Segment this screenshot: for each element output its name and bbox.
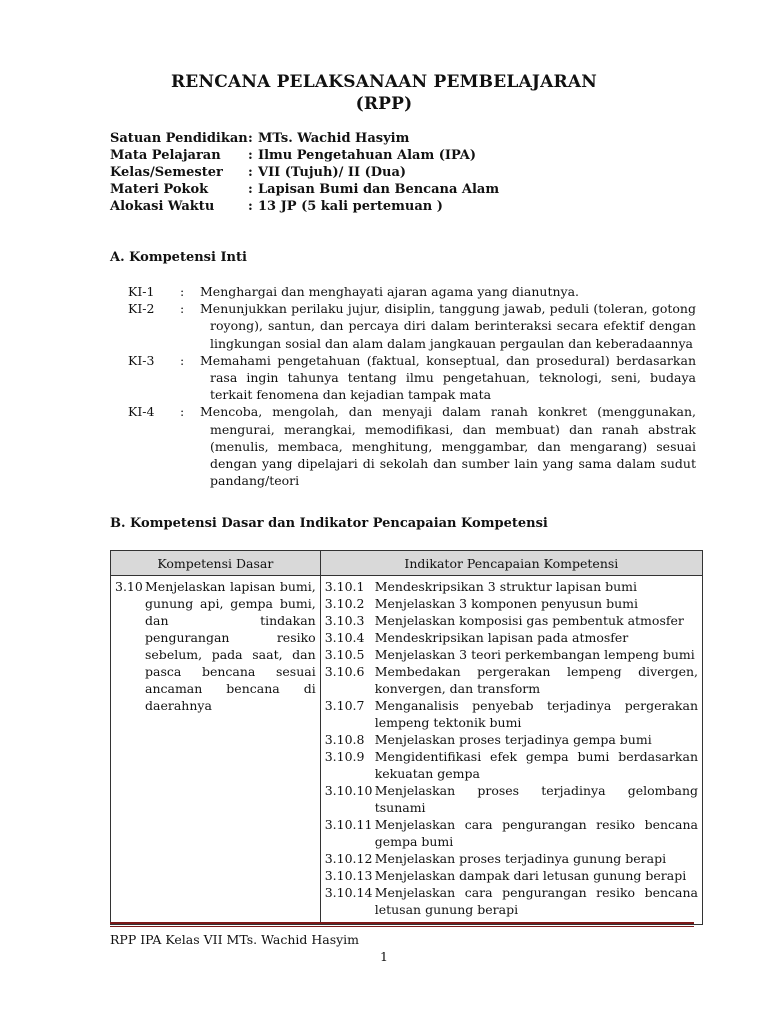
kompetensi-dasar-cell — [111, 576, 321, 925]
meta-value: Ilmu Pengetahuan Alam (IPA) — [258, 148, 477, 163]
indicator-text: Menjelaskan proses terjadinya gelombang tsunami — [374, 783, 698, 815]
indicator-number: 3.10.4 — [324, 630, 365, 645]
indicator-item — [325, 663, 698, 697]
ki-text: : Memahami pengetahuan (faktual, konseptual, dan prosedural) berdasarkan rasa ingin tahunya tentang ilmu pengetahuan, teknologi, seni, budaya terkait fenomena dan kejadian tampak mata — [200, 352, 696, 404]
indicator-text: Menjelaskan 3 komponen penyusun bumi — [374, 596, 638, 611]
header-indikator: Indikator Pencapaian Kompetensi — [320, 551, 702, 576]
indicator-item — [325, 629, 698, 646]
kd-text: Menjelaskan lapisan bumi, gunung api, gempa bumi, dan tindakan pengurangan resiko sebelum, pada saat, dan pasca bencana sesuai ancaman bencana di daerahnya — [145, 579, 316, 713]
indicator-number: 3.10.11 — [324, 817, 373, 832]
indicator-text: Menjelaskan dampak dari letusan gunung berapi — [374, 868, 687, 883]
footer-rule — [110, 922, 694, 924]
meta-value: MTs. Wachid Hasyim — [258, 131, 410, 146]
indicator-number: 3.10.14 — [324, 885, 373, 900]
header-kompetensi-dasar: Kompetensi Dasar — [111, 551, 321, 576]
indicator-number: 3.10.13 — [324, 868, 373, 883]
meta-value: Lapisan Bumi dan Bencana Alam — [258, 182, 500, 197]
indicator-text: Menjelaskan proses terjadinya gempa bumi — [374, 732, 652, 747]
ki-item — [128, 283, 696, 300]
indicator-text: Mengidentifikasi efek gempa bumi berdasarkan kekuatan gempa — [374, 749, 698, 781]
indicator-number: 3.10.10 — [324, 783, 373, 798]
ki-text: : Mencoba, mengolah, dan menyaji dalam ranah konkret (menggunakan, mengurai, merangkai, memodifikasi, dan membuat) dan ranah abstrak (menulis, membaca, menghitung, menggambar, dan mengarang) sesuai dengan yang dipelajari di sekolah dan sumber lain yang sama dalam sudut pandang/teori — [200, 403, 696, 489]
indicator-cell — [320, 576, 702, 925]
indicator-text: Menjelaskan komposisi gas pembentuk atmosfer — [374, 613, 684, 628]
page-number: 1 — [380, 949, 388, 964]
indicator-text: Menjelaskan proses terjadinya gunung berapi — [374, 851, 667, 866]
indicator-item — [325, 748, 698, 782]
indicator-text: Menjelaskan 3 teori perkembangan lempeng bumi — [374, 647, 695, 662]
ki-code: KI-4 — [128, 404, 155, 420]
meta-value: 13 JP (5 kali pertemuan ) — [258, 199, 443, 214]
document-subtitle: (RPP) — [355, 94, 413, 114]
meta-label: Mata Pelajaran — [110, 148, 221, 163]
indicator-item — [325, 782, 698, 816]
meta-label: Kelas/Semester — [110, 165, 223, 180]
indicator-item — [325, 731, 698, 748]
meta-value: VII (Tujuh)/ II (Dua) — [258, 165, 407, 180]
indicator-item — [325, 646, 698, 663]
ki-text: : Menunjukkan perilaku jujur, disiplin, tanggung jawab, peduli (toleran, gotong royong), santun, dan percaya diri dalam berinteraksi secara efektif dengan lingkungan sosial dan alam dalam jangkauan pergaulan dan keberadaannya — [200, 300, 696, 352]
indicator-text: Menganalisis penyebab terjadinya pergerakan lempeng tektonik bumi — [374, 698, 698, 730]
document-title: RENCANA PELAKSANAAN PEMBELAJARAN — [170, 72, 597, 92]
indicator-text: Mendeskripsikan 3 struktur lapisan bumi — [374, 579, 638, 594]
page-footer: RPP IPA Kelas VII MTs. Wachid Hasyim — [110, 932, 360, 947]
indicator-item — [325, 612, 698, 629]
indicator-text: Menjelaskan cara pengurangan resiko bencana gempa bumi — [374, 817, 698, 849]
ki-code: KI-1 — [128, 284, 155, 299]
indicator-item — [325, 884, 698, 918]
indicator-number: 3.10.6 — [324, 664, 365, 679]
indicator-number: 3.10.2 — [324, 596, 365, 611]
indicator-item — [325, 578, 698, 595]
indicator-item — [325, 595, 698, 612]
ki-code: KI-2 — [128, 301, 155, 317]
indicator-number: 3.10.9 — [324, 749, 365, 764]
footer-rule-thin — [110, 926, 694, 927]
indicator-number: 3.10.8 — [324, 732, 365, 747]
ki-item — [128, 300, 696, 352]
kd-number: 3.10 — [115, 579, 143, 594]
kompetensi-inti-list — [128, 283, 696, 489]
indicator-number: 3.10.7 — [324, 698, 365, 713]
indicator-text: Menjelaskan cara pengurangan resiko bencana letusan gunung berapi — [374, 885, 698, 917]
section-a-heading: A. Kompetensi Inti — [110, 250, 247, 265]
indicator-number: 3.10.1 — [324, 579, 365, 594]
indicator-text: Mendeskripsikan lapisan pada atmosfer — [374, 630, 629, 645]
indicator-item — [325, 867, 698, 884]
ki-code: KI-3 — [128, 352, 155, 368]
indicator-item — [325, 816, 698, 850]
meta-label: Materi Pokok — [110, 182, 209, 197]
indicator-item — [325, 697, 698, 731]
meta-label: Alokasi Waktu — [110, 199, 215, 214]
ki-item — [128, 403, 696, 489]
section-b-heading: B. Kompetensi Dasar dan Indikator Pencapaian Kompetensi — [110, 516, 548, 531]
document-page: RENCANA PELAKSANAAN PEMBELAJARAN (RPP) Satuan Pendidikan : MTs. Wachid Hasyim Mata Pelajaran : Ilmu Pengetahuan Alam (IPA) Kelas/Semester : VII (Tujuh)/ II (Dua) Materi Pokok : Lapisan Bumi dan Bencana Alam Alokasi Waktu : 13 JP (5 kali pertemuan ) A. Kompetensi Inti KI-1 : Menghargai dan menghayati ajaran agama yang dianutnya. KI-2 : Menunjukkan perilaku jujur, disiplin, tanggung jawab, peduli (toleran, gotong royong), santun, dan percaya diri dalam berinteraksi secara efektif dengan lingkungan sosial dan alam dalam jangkauan pergaulan dan keberadaannya KI-3 : Memahami pengetahuan (faktual, konseptual, dan prosedural) berdasarkan rasa ingin tahunya tentang ilmu pengetahuan, teknologi, seni, budaya terkait fenomena dan kejadian tampak mata KI-4 : Mencoba, mengolah, dan menyaji dalam ranah konkret (menggunakan, mengurai, merangkai, memodifikasi, dan membuat) dan ranah abstrak (menulis, membaca, menghitung, menggambar, dan mengarang) sesuai dengan yang dipelajari di sekolah dan sumber lain yang sama dalam sudut pandang/teori B. Kompetensi Dasar dan Indikator Pencapaian Kompetensi Kompetensi Dasar Indikator Pencapaian Kompetensi 3.10 Menjelaskan lapisan bumi, gunung api, gempa bumi, dan tindakan pengurangan resiko sebelum, pada saat, dan pasca bencana sesuai ancaman bencana di daerahnya 3.10.1 Mendeskripsikan 3 struktur lapisan bumi 3.10.2 Menjelaskan 3 komponen penyusun bumi 3.10.3 Menjelaskan komposisi gas pembentuk atmosfer 3.10.4 Mendeskripsikan lapisan pada atmosfer 3.10.5 Menjelaskan 3 teori perkembangan lempeng bumi 3.10.6 Membedakan pergerakan lempeng divergen, konvergen, dan transform 3.10.7 Menganalisis penyebab terjadinya pergerakan lempeng tektonik bumi 3.10.8 Menjelaskan proses terjadinya gempa bumi 3.10.9 Mengidentifikasi efek gempa bumi berdasarkan kekuatan gempa 3.10.10 Menjelaskan proses terjadinya gelombang tsunami 3.10.11 Menjelaskan cara pengurangan resiko bencana gempa bumi 3.10.12 Menjelaskan proses terjadinya gunung berapi 3.10.13 Menjelaskan dampak dari letusan gunung berapi 3.10.14 Menjelaskan cara pengurangan resiko bencana letusan gunung berapi RPP IPA Kelas VII MTs. Wachid Hasyim 1 — [0, 0, 768, 1024]
indicator-item — [325, 850, 698, 867]
indicator-number: 3.10.5 — [324, 647, 365, 662]
indicator-number: 3.10.3 — [324, 613, 365, 628]
meta-label: Satuan Pendidikan — [110, 131, 248, 146]
indicator-text: Membedakan pergerakan lempeng divergen, konvergen, dan transform — [374, 664, 698, 696]
competency-table — [110, 550, 703, 925]
ki-text: : Menghargai dan menghayati ajaran agama yang dianutnya. — [200, 283, 696, 300]
ki-item — [128, 352, 696, 404]
indicator-number: 3.10.12 — [324, 851, 373, 866]
